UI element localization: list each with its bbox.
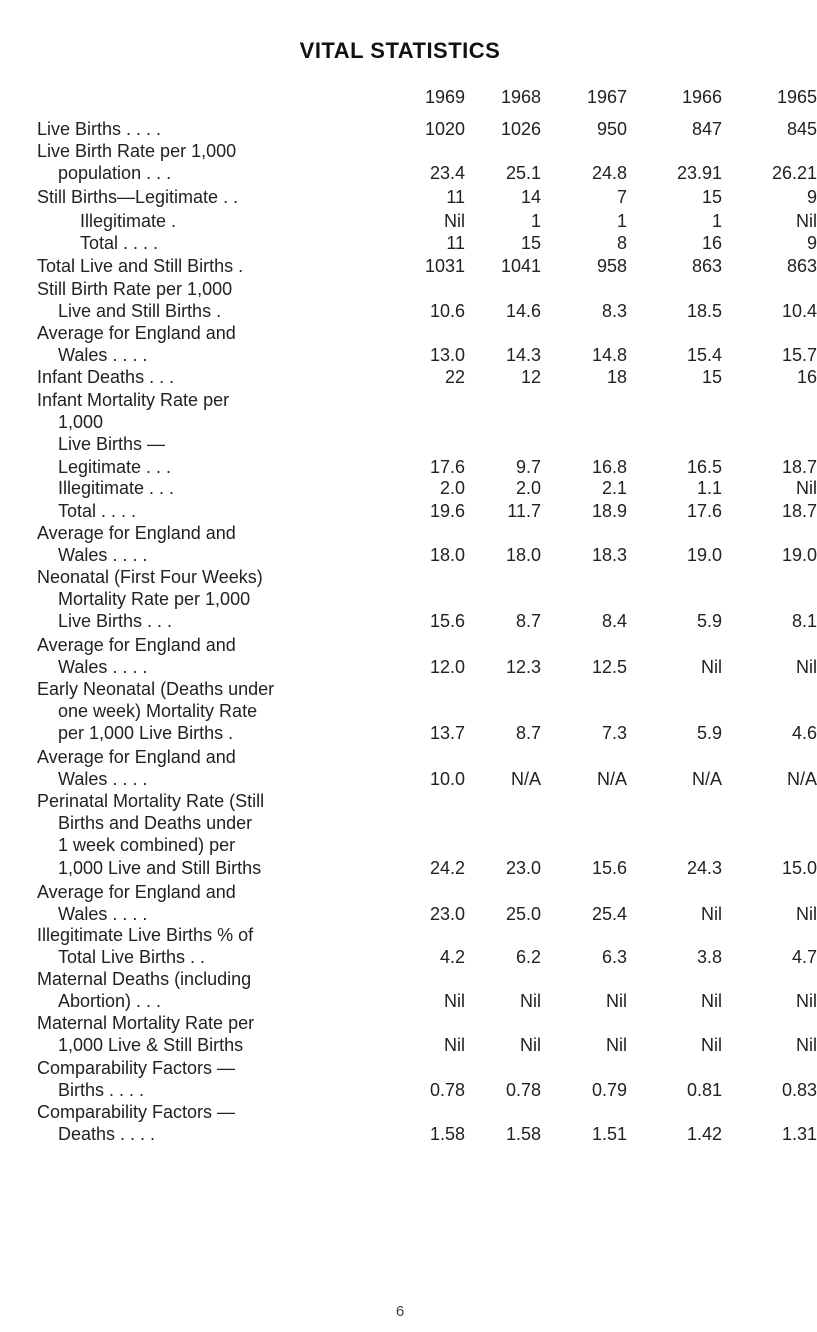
value-cell: Nil — [606, 1035, 627, 1056]
row-label: Infant Deaths . . . — [37, 367, 175, 387]
value-cell: 13.7 — [429, 723, 465, 744]
value-cell: 24.8 — [591, 163, 627, 184]
row-label: Average for England and — [37, 635, 236, 655]
value-cell: Nil — [796, 211, 817, 231]
value-cell: 12.5 — [591, 657, 627, 678]
page-number: 6 — [395, 1303, 405, 1320]
year-header: 1965 — [776, 87, 817, 107]
value-cell: Nil — [606, 991, 627, 1012]
value-cell: 22 — [444, 367, 465, 387]
value-cell: 845 — [786, 119, 817, 139]
value-cell: 25.4 — [591, 904, 627, 925]
value-cell: 18.9 — [591, 501, 627, 521]
value-cell: 23.0 — [429, 904, 465, 925]
row-label: Average for England and — [37, 882, 236, 902]
value-cell: 0.78 — [505, 1080, 541, 1101]
value-cell: 1026 — [500, 119, 541, 139]
row-label: Total . . . . — [58, 501, 137, 521]
value-cell: 6.2 — [515, 947, 541, 968]
value-cell: 2.1 — [601, 478, 627, 498]
value-cell: 15 — [701, 367, 722, 387]
row-label: Still Birth Rate per 1,000 — [37, 279, 233, 299]
row-label: Maternal Deaths (including — [37, 969, 252, 989]
row-label: Live and Still Births . — [58, 301, 222, 322]
value-cell: 1.51 — [591, 1124, 627, 1145]
value-cell: 15.6 — [429, 611, 465, 632]
value-cell: 12 — [520, 367, 541, 387]
row-label: Average for England and — [37, 523, 236, 543]
value-cell: 8.7 — [515, 723, 541, 744]
year-header: 1969 — [424, 87, 465, 107]
value-cell: 10.4 — [781, 301, 817, 322]
value-cell: 18.0 — [505, 545, 541, 566]
value-cell: 0.81 — [686, 1080, 722, 1101]
row-label: Illegitimate . . . — [58, 478, 175, 498]
row-label: Wales . . . . — [58, 904, 148, 925]
value-cell: 1.58 — [505, 1124, 541, 1145]
value-cell: Nil — [520, 1035, 541, 1056]
row-label: Comparability Factors — — [37, 1058, 236, 1078]
row-label: Neonatal (First Four Weeks) — [37, 567, 263, 587]
row-label: Legitimate . . . — [58, 456, 172, 477]
row-label: Live Births . . . — [58, 611, 173, 632]
value-cell: 958 — [596, 256, 627, 276]
value-cell: 18.3 — [591, 545, 627, 566]
value-cell: 1041 — [500, 256, 541, 276]
value-cell: 16.5 — [686, 456, 722, 477]
value-cell: 11.7 — [507, 501, 541, 521]
value-cell: 1 — [711, 211, 722, 231]
value-cell: Nil — [796, 991, 817, 1012]
row-label: Comparability Factors — — [37, 1102, 236, 1122]
value-cell: 15 — [701, 187, 722, 207]
value-cell: 23.4 — [429, 163, 465, 184]
value-cell: 5.9 — [696, 611, 722, 632]
value-cell: Nil — [701, 657, 722, 678]
row-label: Illegitimate Live Births % of — [37, 925, 254, 945]
value-cell: 19.0 — [781, 545, 817, 566]
value-cell: 11 — [446, 233, 465, 253]
value-cell: Nil — [520, 991, 541, 1012]
value-cell: 18.7 — [781, 501, 817, 521]
value-cell: 17.6 — [686, 501, 722, 521]
year-header: 1966 — [681, 87, 722, 107]
value-cell: 18 — [606, 367, 627, 387]
value-cell: 1.58 — [429, 1124, 465, 1145]
value-cell: 1020 — [424, 119, 465, 139]
row-label: Wales . . . . — [58, 545, 148, 566]
value-cell: 9.7 — [515, 456, 541, 477]
value-cell: 15.6 — [591, 857, 627, 878]
row-label: 1,000 Live & Still Births — [58, 1035, 244, 1056]
value-cell: 24.2 — [429, 857, 465, 878]
value-cell: 15.4 — [686, 345, 722, 366]
row-label: Deaths . . . . — [58, 1124, 156, 1145]
value-cell: 23.0 — [505, 857, 541, 878]
row-label: population . . . — [58, 163, 172, 184]
value-cell: 19.6 — [429, 501, 465, 521]
value-cell: 15.7 — [781, 345, 817, 366]
value-cell: Nil — [796, 1035, 817, 1056]
value-cell: 14.8 — [591, 345, 627, 366]
row-label: Births . . . . — [58, 1080, 145, 1101]
value-cell: 16 — [796, 367, 817, 387]
value-cell: 12.3 — [505, 657, 541, 678]
value-cell: 14 — [520, 187, 541, 207]
row-label: Illegitimate . — [80, 211, 177, 231]
row-label: Average for England and — [37, 747, 236, 767]
row-label: Maternal Mortality Rate per — [37, 1013, 255, 1033]
row-label: Total Live Births . . — [58, 947, 206, 968]
value-cell: 18.7 — [781, 456, 817, 477]
row-label: Live Births . . . . — [37, 119, 162, 139]
row-label: Total Live and Still Births . — [37, 256, 244, 276]
value-cell: 9 — [806, 233, 817, 253]
value-cell: 1031 — [424, 256, 465, 276]
value-cell: 12.0 — [429, 657, 465, 678]
value-cell: 24.3 — [686, 857, 722, 878]
value-cell: 7 — [616, 187, 627, 207]
value-cell: N/A — [510, 769, 541, 790]
row-label: Mortality Rate per 1,000 — [58, 589, 251, 610]
value-cell: 4.7 — [791, 947, 817, 968]
value-cell: 18.5 — [686, 301, 722, 322]
value-cell: 10.0 — [429, 769, 465, 790]
value-cell: 15.0 — [781, 857, 817, 878]
row-label: one week) Mortality Rate — [58, 701, 258, 722]
value-cell: 8 — [616, 233, 627, 253]
row-label: Live Births — — [58, 434, 166, 455]
value-cell: 1.1 — [696, 478, 722, 498]
value-cell: Nil — [444, 991, 465, 1012]
row-label: Wales . . . . — [58, 657, 148, 678]
value-cell: 5.9 — [696, 723, 722, 744]
value-cell: 1.42 — [686, 1124, 722, 1145]
value-cell: 14.3 — [505, 345, 541, 366]
row-label: 1,000 Live and Still Births — [58, 857, 262, 878]
value-cell: 25.1 — [505, 163, 541, 184]
value-cell: 17.6 — [429, 456, 465, 477]
value-cell: N/A — [691, 769, 722, 790]
value-cell: 7.3 — [601, 723, 627, 744]
value-cell: 863 — [786, 256, 817, 276]
value-cell: N/A — [786, 769, 817, 790]
value-cell: Nil — [796, 657, 817, 678]
value-cell: 1 — [616, 211, 627, 231]
value-cell: 1 — [530, 211, 541, 231]
value-cell: 0.79 — [591, 1080, 627, 1101]
value-cell: 8.7 — [515, 611, 541, 632]
row-label: 1 week combined) per — [58, 835, 236, 856]
value-cell: 4.2 — [439, 947, 465, 968]
value-cell: 8.1 — [791, 611, 817, 632]
value-cell: 2.0 — [515, 478, 541, 498]
value-cell: 16 — [701, 233, 722, 253]
value-cell: N/A — [596, 769, 627, 790]
value-cell: 18.0 — [429, 545, 465, 566]
row-label: Early Neonatal (Deaths under — [37, 679, 275, 699]
value-cell: Nil — [701, 904, 722, 925]
value-cell: 6.3 — [601, 947, 627, 968]
value-cell: 19.0 — [686, 545, 722, 566]
value-cell: 10.6 — [429, 301, 465, 322]
value-cell: 2.0 — [439, 478, 465, 498]
value-cell: 8.3 — [601, 301, 627, 322]
value-cell: Nil — [444, 211, 465, 231]
value-cell: 15 — [520, 233, 541, 253]
row-label: Average for England and — [37, 323, 236, 343]
value-cell: 863 — [691, 256, 722, 276]
value-cell: 23.91 — [676, 163, 722, 184]
value-cell: Nil — [701, 1035, 722, 1056]
row-label: Total . . . . — [80, 233, 159, 253]
value-cell: 3.8 — [696, 947, 722, 968]
value-cell: Nil — [444, 1035, 465, 1056]
value-cell: 13.0 — [429, 345, 465, 366]
year-header: 1967 — [586, 87, 627, 107]
row-label: Perinatal Mortality Rate (Still — [37, 791, 265, 811]
value-cell: 26.21 — [771, 163, 817, 184]
row-label: Live Birth Rate per 1,000 — [37, 141, 237, 161]
value-cell: 16.8 — [591, 456, 627, 477]
row-label: per 1,000 Live Births . — [58, 723, 234, 744]
row-label: Still Births—Legitimate . . — [37, 187, 239, 207]
value-cell: 25.0 — [505, 904, 541, 925]
page-title: VITAL STATISTICS — [299, 38, 501, 63]
value-cell: 14.6 — [505, 301, 541, 322]
row-label: Births and Deaths under — [58, 813, 253, 834]
value-cell: 0.83 — [781, 1080, 817, 1101]
value-cell: 950 — [596, 119, 627, 139]
row-label: 1,000 — [58, 412, 104, 433]
value-cell: 1.31 — [781, 1124, 817, 1145]
value-cell: 9 — [806, 187, 817, 207]
value-cell: Nil — [796, 904, 817, 925]
value-cell: 8.4 — [601, 611, 627, 632]
row-label: Abortion) . . . — [58, 991, 162, 1012]
value-cell: 847 — [691, 119, 722, 139]
year-header: 1968 — [500, 87, 541, 107]
value-cell: 11 — [446, 187, 465, 207]
row-label: Wales . . . . — [58, 769, 148, 790]
value-cell: 4.6 — [791, 723, 817, 744]
value-cell: 0.78 — [429, 1080, 465, 1101]
row-label: Wales . . . . — [58, 345, 148, 366]
value-cell: Nil — [701, 991, 722, 1012]
row-label: Infant Mortality Rate per — [37, 390, 230, 410]
value-cell: Nil — [796, 478, 817, 498]
